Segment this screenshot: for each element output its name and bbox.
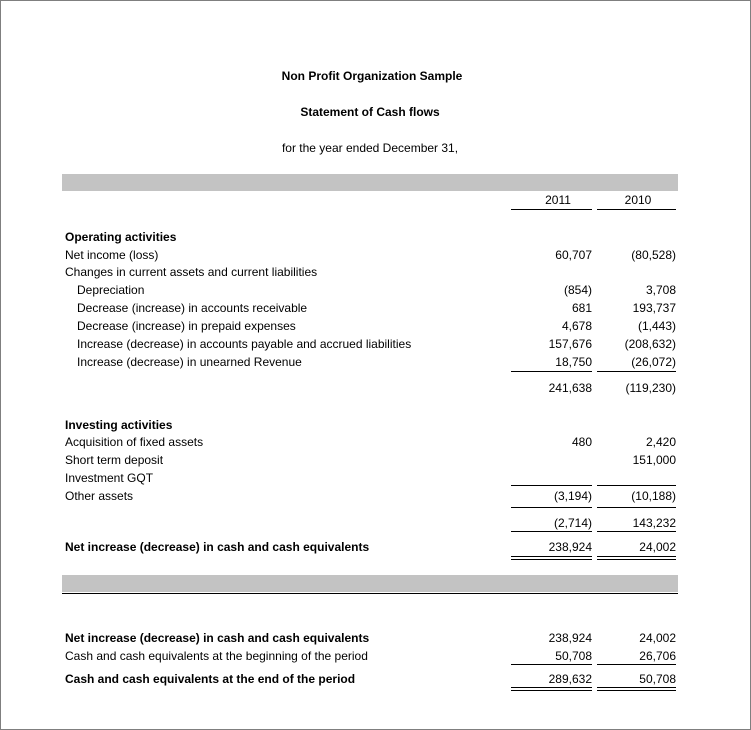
operating-item-label: Increase (decrease) in unearned Revenue <box>77 355 302 369</box>
changes-label: Changes in current assets and current liabilities <box>65 265 318 279</box>
summary-net-increase-label: Net increase (decrease) in cash and cash equivalents <box>65 631 370 645</box>
operating-item-2010: (1,443) <box>637 319 676 333</box>
end-cash-2010: 50,708 <box>639 672 676 686</box>
operating-item-label: Increase (decrease) in accounts payable and accrued liabilities <box>77 337 412 351</box>
end-cash-rule-2011 <box>511 664 592 665</box>
other-assets-rule-2010 <box>597 485 676 486</box>
investing-item-2010: 2,420 <box>645 435 676 449</box>
operating-item-2011: (854) <box>563 283 592 297</box>
operating-item-label: Depreciation <box>77 283 145 297</box>
investing-subtotal-2010: 143,232 <box>632 516 676 530</box>
column-2011: 2011 <box>545 193 571 207</box>
end-cash-double-rule-2011 <box>511 687 592 691</box>
column-underline-2011 <box>511 209 592 210</box>
net-increase-rule-2010 <box>597 531 676 532</box>
operating-subtotal-2010: (119,230) <box>625 381 676 395</box>
column-underline-2010 <box>597 209 676 210</box>
subtotal-rule-2011 <box>511 371 592 372</box>
end-cash-rule-2010 <box>597 664 676 665</box>
investing-item-label: Investment GQT <box>65 471 154 485</box>
investing-item-label: Other assets <box>65 489 134 503</box>
operating-heading: Operating activities <box>65 230 177 244</box>
investing-item-2011: (3,194) <box>553 489 592 503</box>
operating-subtotal-2011: 241,638 <box>548 381 592 395</box>
operating-item-2011: 681 <box>571 301 592 315</box>
summary-net-increase-2010: 24,002 <box>639 631 676 645</box>
net-increase-double-rule-2010 <box>597 556 676 560</box>
column-2010: 2010 <box>624 193 652 207</box>
investing-item-2011: 480 <box>571 435 592 449</box>
summary-net-increase-2011: 238,924 <box>548 631 592 645</box>
investing-item-label: Short term deposit <box>65 453 164 467</box>
period-text: for the year ended December 31, <box>281 141 459 155</box>
end-cash-double-rule-2010 <box>597 687 676 691</box>
operating-item-2010: (208,632) <box>624 337 676 351</box>
net-increase-label: Net increase (decrease) in cash and cash equivalents <box>65 540 370 554</box>
investing-item-2010: (10,188) <box>631 489 676 503</box>
other-assets-rule-2011 <box>511 485 592 486</box>
beginning-cash-label: Cash and cash equivalents at the beginning of the period <box>65 649 368 663</box>
net-increase-double-rule-2011 <box>511 556 592 560</box>
header-band <box>62 174 678 191</box>
end-cash-2011: 289,632 <box>548 672 592 686</box>
end-cash-label: Cash and cash equivalents at the end of the period <box>65 672 356 686</box>
operating-item-label: Decrease (increase) in prepaid expenses <box>77 319 296 333</box>
investing-item-label: Acquisition of fixed assets <box>65 435 204 449</box>
net-increase-2011: 238,924 <box>548 540 592 554</box>
operating-item-2010: 193,737 <box>632 301 676 315</box>
investing-subtotal-2011: (2,714) <box>553 516 592 530</box>
beginning-cash-2011: 50,708 <box>555 649 592 663</box>
summary-band <box>62 575 678 592</box>
operating-item-2010: 3,708 <box>645 283 676 297</box>
beginning-cash-2010: 26,706 <box>639 649 676 663</box>
operating-item-2011: 4,678 <box>561 319 592 333</box>
statement-title: Statement of Cash flows <box>300 105 440 119</box>
operating-item-label: Decrease (increase) in accounts receivable <box>77 301 308 315</box>
investing-heading: Investing activities <box>65 418 173 432</box>
net-increase-rule-2011 <box>511 531 592 532</box>
investing-subtotal-rule-2011 <box>511 507 592 508</box>
operating-item-2011: 157,676 <box>548 337 592 351</box>
net-increase-2010: 24,002 <box>639 540 676 554</box>
summary-band-rule <box>62 593 678 594</box>
operating-item-2010: (26,072) <box>631 355 676 369</box>
net-income-2010: (80,528) <box>631 248 676 262</box>
operating-item-2011: 18,750 <box>555 355 592 369</box>
investing-subtotal-rule-2010 <box>597 507 676 508</box>
net-income-2011: 60,707 <box>555 248 592 262</box>
subtotal-rule-2010 <box>597 371 676 372</box>
net-income-label: Net income (loss) <box>65 248 159 262</box>
investing-item-2010: 151,000 <box>632 453 676 467</box>
organization-title: Non Profit Organization Sample <box>281 69 463 83</box>
